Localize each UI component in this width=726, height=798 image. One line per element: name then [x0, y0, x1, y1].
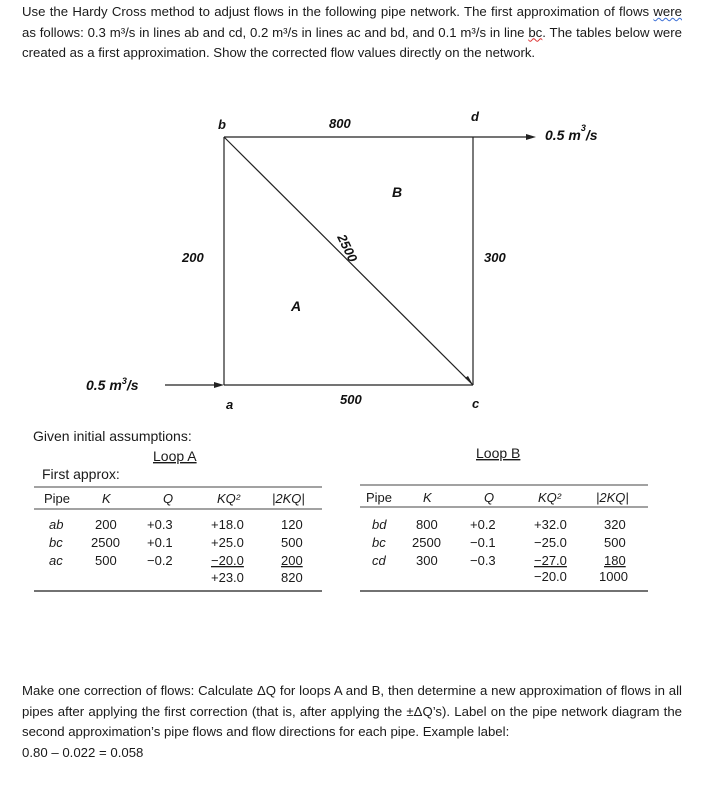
outflow-arrowhead-icon [526, 134, 536, 140]
inflow-sup: 3 [121, 376, 127, 386]
length-500-label: 500 [340, 392, 362, 407]
length-300-label: 300 [484, 250, 506, 265]
loop-b-row2-kq2: −25.0 [534, 535, 567, 550]
loop-a-header-kq2: KQ² [217, 491, 241, 506]
inflow-value: 0.5 m [86, 377, 122, 393]
loop-b-header-q: Q [484, 490, 495, 505]
loop-b-row3-kq2: −27.0 [534, 553, 567, 568]
loop-b-total-2kq: 1000 [599, 569, 628, 584]
loop-a-title: Loop A [153, 448, 197, 464]
loop-b-row2-pipe: bc [372, 535, 386, 550]
loop-a-row3-2kq: 200 [281, 553, 303, 568]
loop-a-row3-q: −0.2 [147, 553, 173, 568]
loop-b-row2-2kq: 500 [604, 535, 626, 550]
loop-a-row2-2kq: 500 [281, 535, 303, 550]
loop-b-row2-q: −0.1 [470, 535, 496, 550]
loop-b-label: B [392, 184, 403, 200]
instructions-text [22, 681, 682, 763]
loop-a-header-q: Q [163, 491, 174, 506]
loop-a-label: A [291, 298, 302, 314]
loop-a-row1-pipe: ab [49, 517, 64, 532]
node-d-label: d [471, 109, 479, 124]
outflow-unit: /s [585, 127, 598, 143]
loop-b-header-kq2: KQ² [538, 490, 562, 505]
loop-a-row3-pipe: ac [49, 553, 63, 568]
loop-b-row1-pipe: bd [372, 517, 387, 532]
loop-a-row3-kq2: −20.0 [211, 553, 244, 568]
node-a-label: a [226, 397, 234, 412]
outflow-sup: 3 [580, 123, 586, 133]
given-assumptions-label: Given initial assumptions: [33, 428, 192, 444]
loop-a-total-2kq: 820 [281, 570, 303, 585]
loop-b-row1-2kq: 320 [604, 517, 626, 532]
intro-text-3: . The tables below were created as a first approximation. Show the corrected flow values directly on the network. [22, 24, 682, 60]
loop-b-row3-pipe: cd [372, 553, 386, 568]
loop-a-header-k: K [102, 491, 111, 506]
loop-a-row2-k: 2500 [91, 535, 120, 550]
inflow-label [86, 376, 139, 393]
first-approx-label: First approx: [42, 466, 120, 482]
loop-a-header-pipe: Pipe [44, 491, 71, 506]
length-2500-label: 2500 [334, 231, 361, 265]
loop-a-header-2kq: |2KQ| [272, 491, 305, 506]
outflow-label [545, 123, 598, 143]
loop-b-table [366, 490, 629, 584]
outflow-value: 0.5 m [545, 127, 581, 143]
loop-a-row2-q: +0.1 [147, 535, 173, 550]
inflow-unit: /s [126, 377, 139, 393]
inflow-arrowhead-icon [214, 382, 224, 388]
example-label: 0.80 – 0.022 = 0.058 [22, 744, 144, 760]
node-c-arrowhead-icon [465, 376, 473, 385]
loop-b-row1-q: +0.2 [470, 517, 496, 532]
length-800-label: 800 [329, 116, 351, 131]
loop-a-row1-k: 200 [95, 517, 117, 532]
loop-b-row1-kq2: +32.0 [534, 517, 567, 532]
instructions-body: Make one correction of flows: Calculate ΔQ for loops A and B, then determine a new approximation of flows in all pipes after applying the first correction (that is, after applying the ±ΔQ’s). Label on the pipe network diagram the second approximation’s pipe flows and flow directions for each pipe. Example label: [22, 683, 682, 739]
loop-b-row2-k: 2500 [412, 535, 441, 550]
loop-b-total-kq2: −20.0 [534, 569, 567, 584]
length-200-label: 200 [182, 250, 204, 265]
loop-b-row3-q: −0.3 [470, 553, 496, 568]
loop-b-header-2kq: |2KQ| [596, 490, 629, 505]
intro-text-2: as follows: 0.3 m³/s in lines ab and cd, 0.2 m³/s in lines ac and bd, and 0.1 m³/s in line [22, 24, 529, 40]
loop-b-title: Loop B [476, 445, 521, 461]
loop-a-row1-q: +0.3 [147, 517, 173, 532]
loop-b-row3-k: 300 [416, 553, 438, 568]
intro-text-1: Use the Hardy Cross method to adjust flows in the following pipe network. The first approximation of flows [22, 4, 654, 19]
loop-b-header-k: K [423, 490, 432, 505]
node-b-label: b [218, 117, 226, 132]
loop-b-header-pipe: Pipe [366, 490, 393, 505]
node-c-label: c [472, 396, 480, 411]
loop-b-row3-2kq: 180 [604, 553, 626, 568]
loop-a-row3-k: 500 [95, 553, 117, 568]
loop-a-row1-2kq: 120 [281, 517, 303, 532]
loop-b-row1-k: 800 [416, 517, 438, 532]
loop-a-row1-kq2: +18.0 [211, 517, 244, 532]
loop-a-row2-pipe: bc [49, 535, 63, 550]
loop-a-table [44, 491, 305, 585]
loop-a-total-kq2: +23.0 [211, 570, 244, 585]
loop-a-row2-kq2: +25.0 [211, 535, 244, 550]
intro-word-bc: bc [528, 24, 543, 40]
intro-word-were: were [653, 4, 682, 19]
